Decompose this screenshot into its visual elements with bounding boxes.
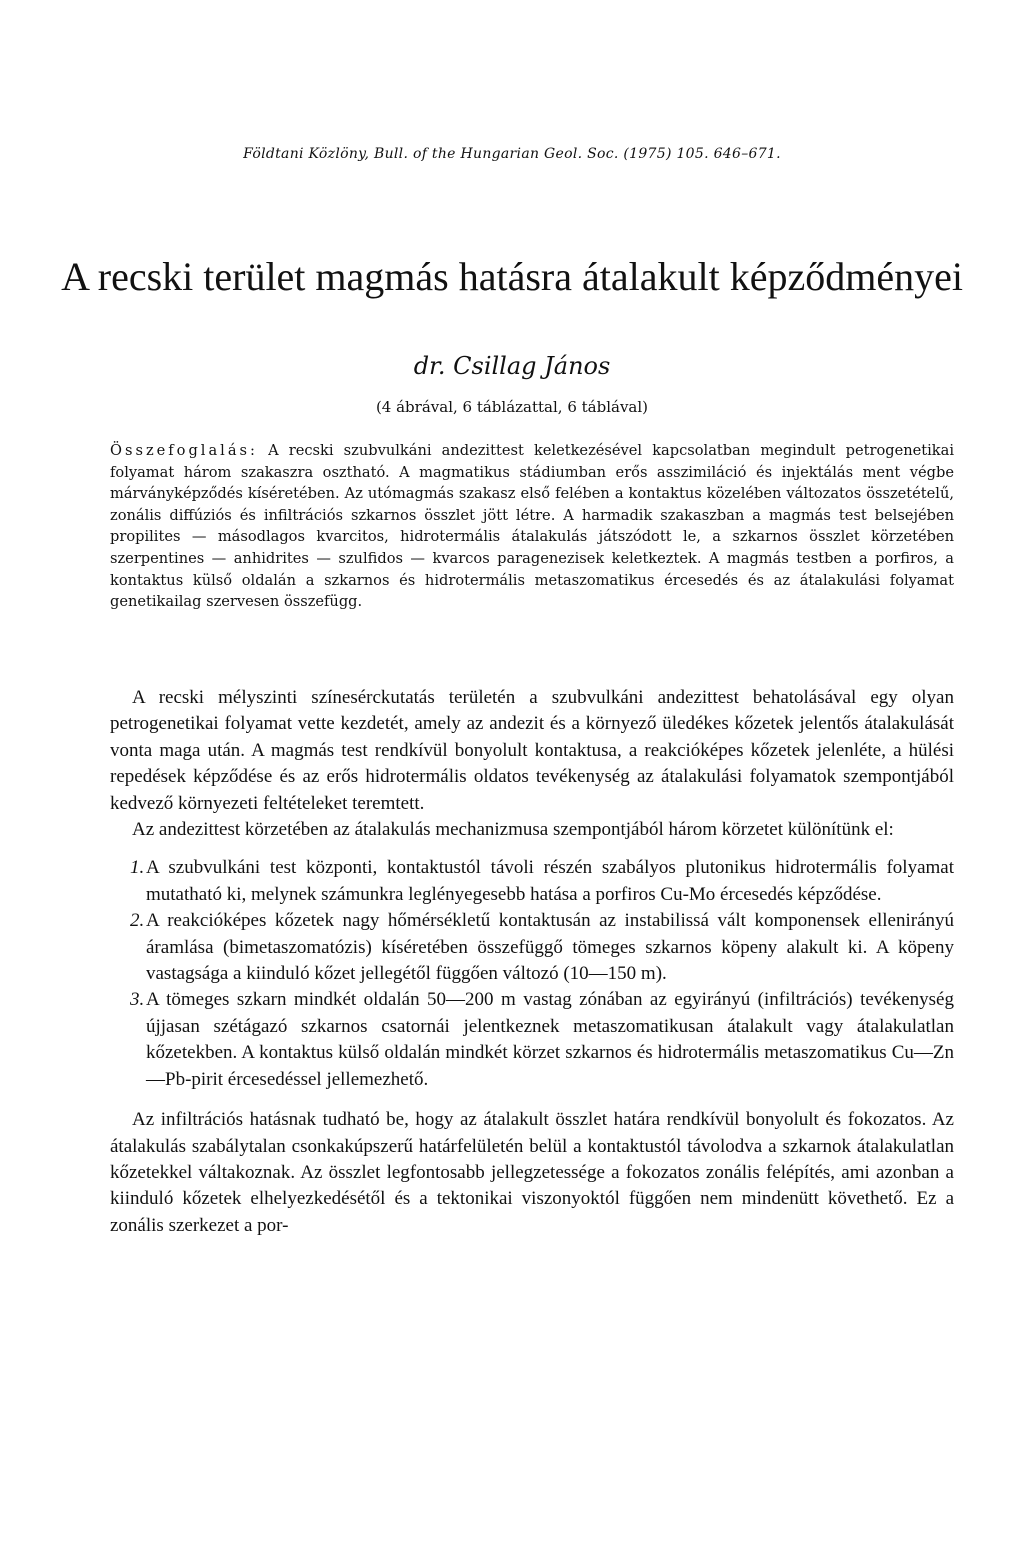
list-item-number: 2. [130, 910, 145, 932]
list-item [110, 987, 954, 1093]
list-item-text: A szubvulkáni test központi, kontaktustól távoli részén szabályos plutonikus hidrotermális folyamat mutatható ki, melynek számunkra leglényegesebb hatása a porfiros Cu-Mo ércesedés képződése. [146, 857, 954, 905]
body-paragraph-1: A recski mélyszinti színesérckutatás területén a szubvulkáni andezittest behatolásával egy olyan petrogenetikai folyamat vette kezdetét, amely az andezit és a környező üledékes kőzetek jelentős átalakulását vonta maga után. A magmás test rendkívül bonyolult kontaktusa, a reakcióképes kőzetek jelenléte, a hülési repedések képződése és az erős hidrotermális oldatos tevékenység az átalakulási folyamatok szempontjából kedvező környezeti feltételeket teremtett. [110, 687, 954, 814]
article-title: A recski terület magmás hatásra átalakult képződményei [61, 254, 963, 299]
figures-note: (4 ábrával, 6 táblázattal, 6 táblával) [375, 398, 649, 416]
journal-header: Földtani Közlöny, Bull. of the Hungarian Geol. Soc. (1975) 105. 646–671. [243, 146, 781, 162]
body-paragraph-3: Az infiltrációs hatásnak tudható be, hogy az átalakult összlet határa rendkívül bonyolult és fokozatos. Az átalakulás szabálytalan csonkakúpszerű határfelületén belül a kontaktustól távolodva a szkarnok átalakulatlan kőzetekkel váltakoznak. Az összlet legfontosabb jellegzetessége a fokozatos zonális felépítés, ami azonban a kiinduló kőzetek elhelyezkedésétől és a tektonikai viszonyoktól függően nem mindenütt követhető. Ez a zonális szerkezet a por- [110, 1109, 954, 1236]
list-item-number: 3. [130, 989, 145, 1011]
body-text [110, 685, 954, 1239]
list-item-number: 1. [130, 857, 145, 879]
article-author: dr. Csillag János [413, 352, 611, 380]
list-item-text: A reakcióképes kőzetek nagy hőmérsékletű kontaktusán az instabilissá vált komponensek ellenirányú áramlása (bimetaszomatózis) kíséretében összefüggő tömeges szkarnos köpeny alakult ki. A köpeny vastagsága a kiinduló kőzet jellegétől függően változó (10—150 m). [146, 910, 954, 985]
abstract-text: A recski szubvulkáni andezittest keletkezésével kapcsolatban megindult petrogenetikai folyamat három szakaszra osztható. A magmatikus stádiumban erős asszimiláció és injektálás ment végbe márványképződés kíséretében. Az utómagmás szakasz első felében a kontaktus közelében változatos összetételű, zonális diffúziós és infiltrációs szkarnos összlet jött létre. A harmadik szakaszban a magmás test belsejében propilites — másodlagos kvarcitos, hidrotermális átalakulás játszódott le, a szkarnos összlet körzetében szerpentines — anhidrites — szulfidos — kvarcos paragenezisek keletkeztek. A magmás testben a porfiros, a kontaktus külső oldalán a szkarnos és hidrotermális metaszomatikus ércesedés és az átalakulási folyamat genetikailag szervesen összefügg. [110, 442, 955, 611]
list-item-text: A tömeges szkarn mindkét oldalán 50—200 m vastag zónában az egyirányú (infiltrációs) tevékenység újjasan szétágazó szkarnos csatornái jelentkeznek metaszomatikusan átalakult vagy átalakulatlan kőzetekben. A kontaktus külső oldalán mindkét körzet szkarnos és hidrotermális metaszomatikus Cu—Zn—Pb-pirit ércesedéssel jellemezhető. [146, 989, 954, 1090]
list-item [110, 908, 954, 987]
abstract-label: Összefoglalás: [110, 442, 258, 459]
body-paragraph-2: Az andezittest körzetében az átalakulás mechanizmusa szempontjából három körzetet különítünk el: [132, 819, 894, 841]
numbered-list [110, 855, 954, 1093]
list-item [110, 855, 954, 908]
abstract [110, 440, 954, 613]
